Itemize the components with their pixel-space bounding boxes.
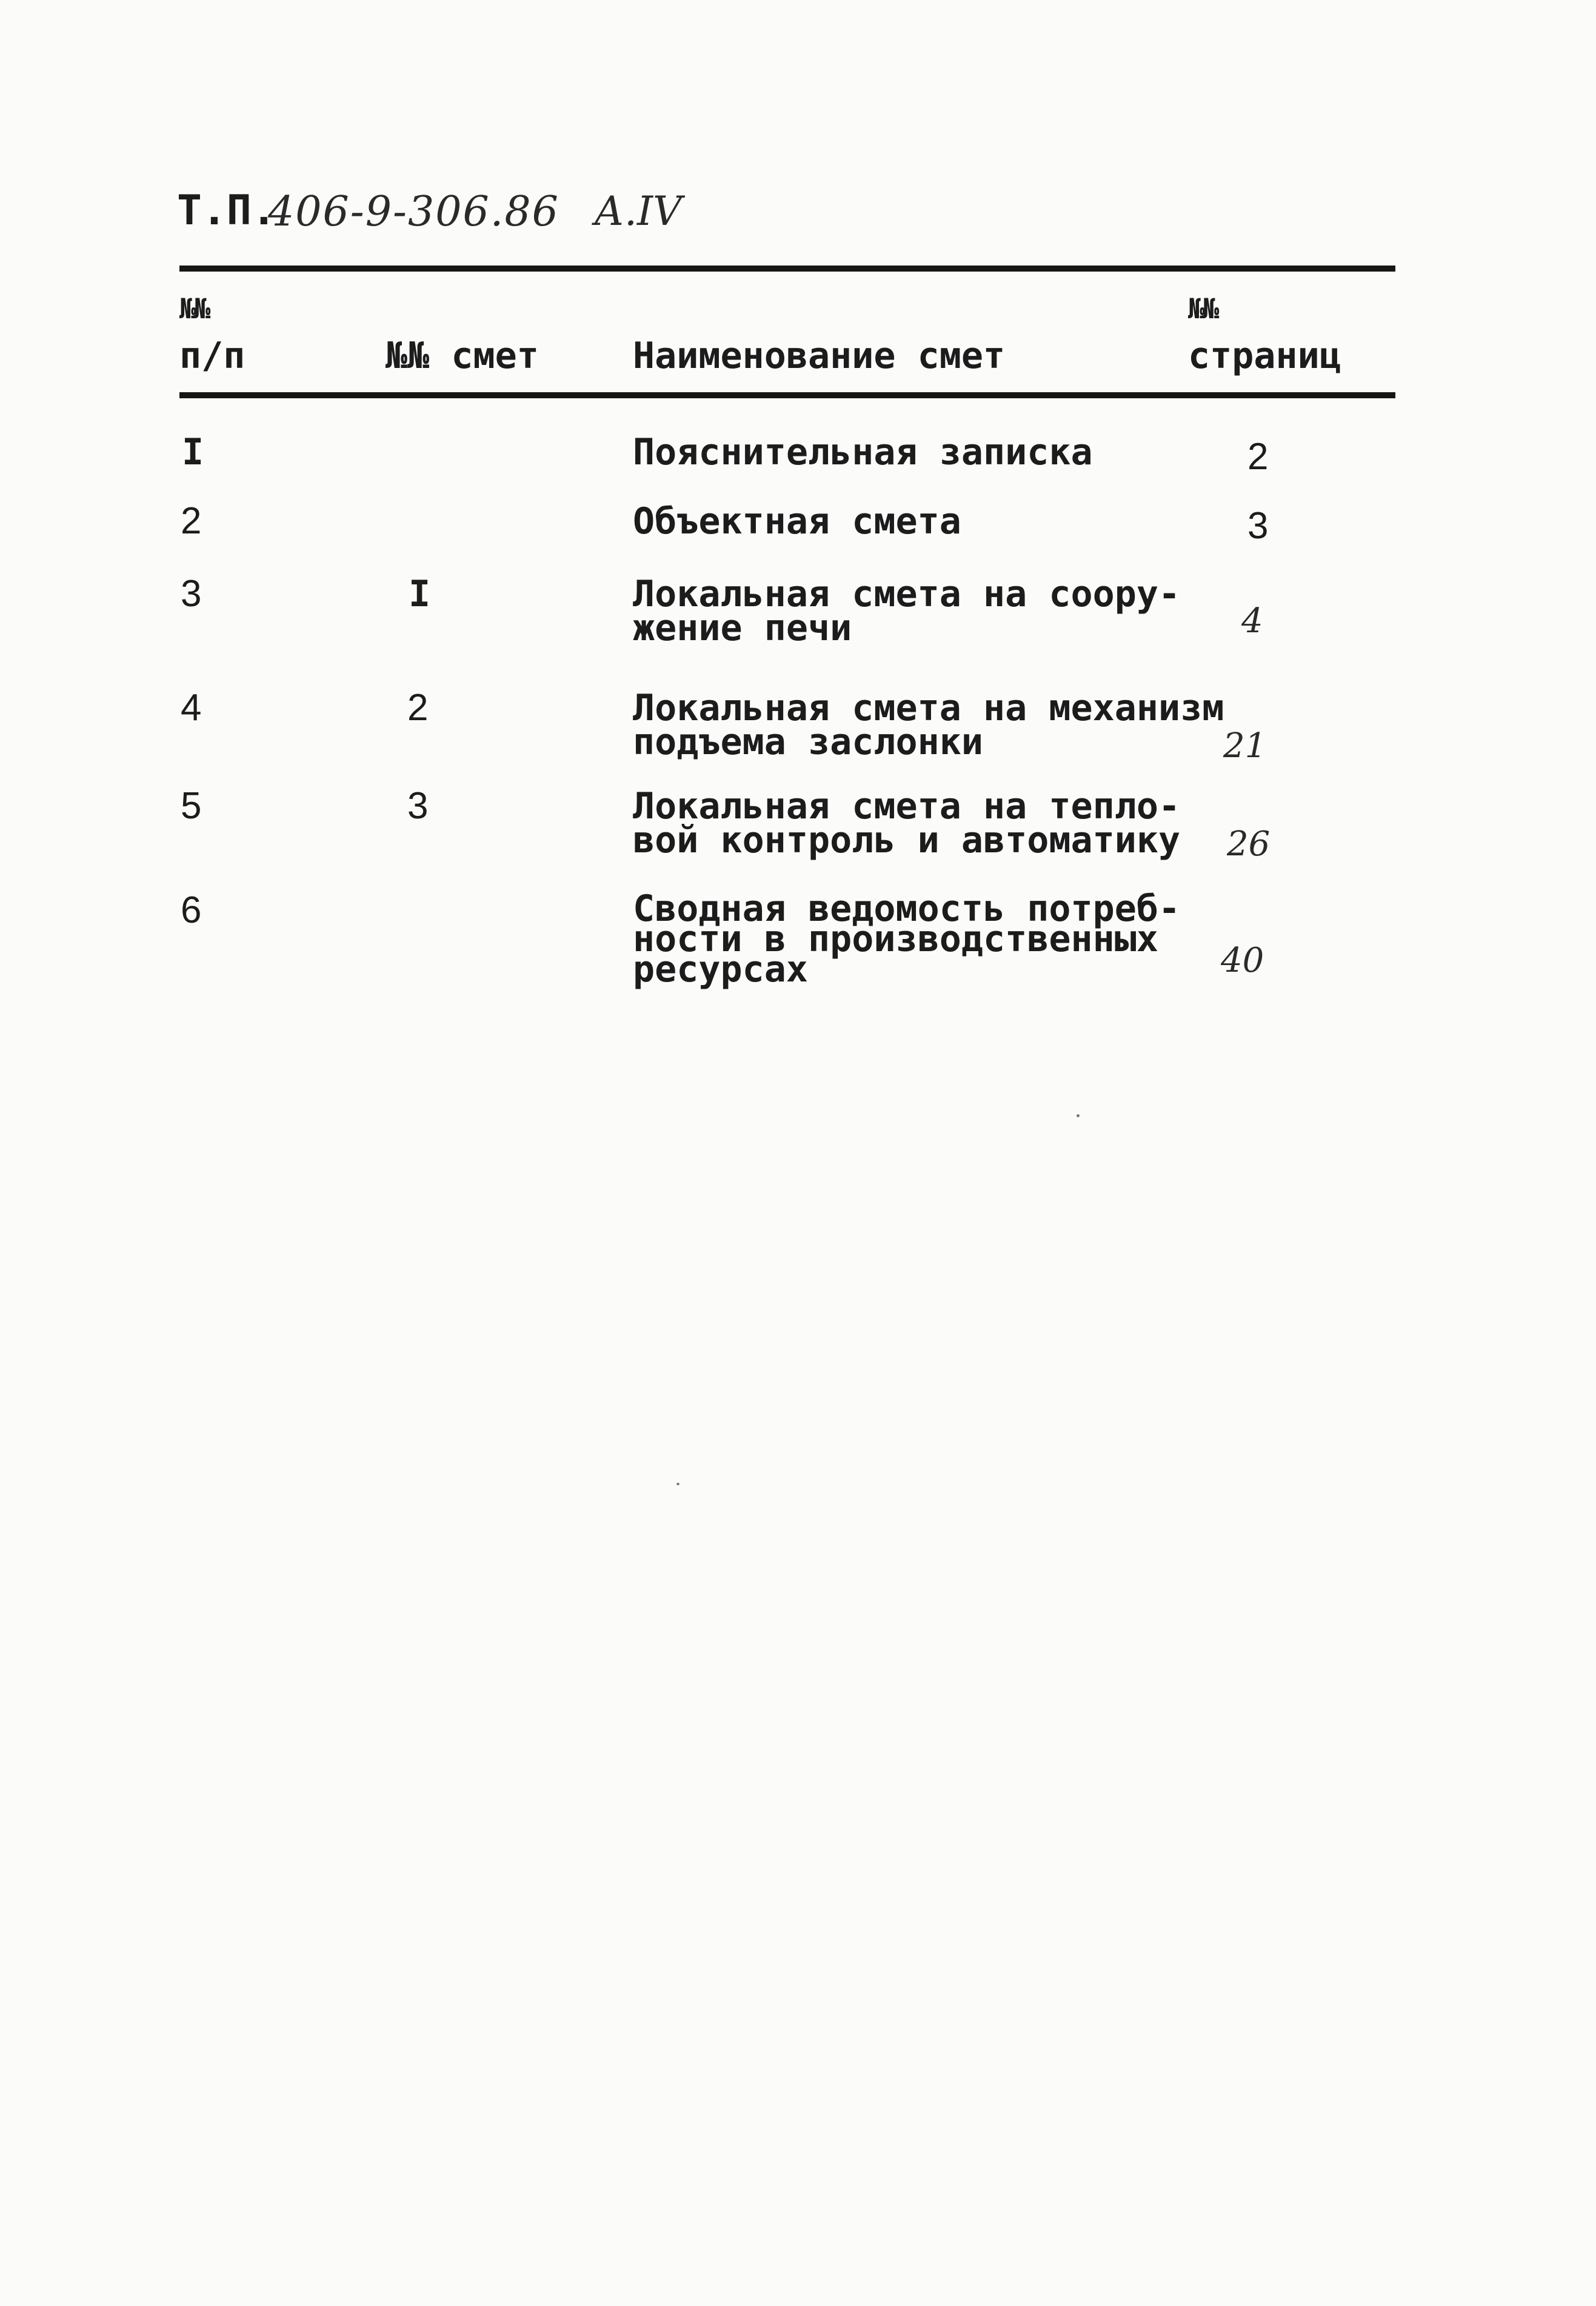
scan-speck <box>1077 1114 1080 1117</box>
row-2-name <box>633 500 961 543</box>
row-2-page: 3 <box>1247 505 1269 547</box>
row-5-num: 5 <box>181 785 202 827</box>
row-3-estimate: I <box>409 573 431 615</box>
row-6-name <box>633 887 1181 991</box>
row-3-name-line: Локальная смета на соору- <box>633 573 1181 615</box>
row-1-name-line: Пояснительная записка <box>633 431 1093 473</box>
row-6-num: 6 <box>181 889 202 931</box>
row-3-num: 3 <box>181 573 202 615</box>
col-num-label: п/п <box>179 335 245 377</box>
row-4-num: 4 <box>181 687 202 729</box>
row-4-name-line: Локальная смета на механизм <box>633 687 1224 729</box>
row-5-name-line: Локальная смета на тепло- <box>633 785 1181 827</box>
row-3-name-line: жение печи <box>633 607 852 649</box>
scan-speck <box>676 1483 679 1485</box>
row-4-estimate: 2 <box>407 687 429 729</box>
table-header-rule <box>179 392 1395 398</box>
row-4-name <box>633 687 1224 763</box>
col-pages-mark: №№ <box>1188 292 1217 325</box>
row-6-name-line: Сводная ведомость потреб- <box>633 887 1181 930</box>
row-2-name-line: Объектная смета <box>633 500 961 543</box>
col-header-num <box>179 285 245 379</box>
row-1-name <box>633 431 1093 473</box>
row-5-page: 26 <box>1227 824 1270 864</box>
album-number: А.IV <box>594 188 682 235</box>
row-3-name <box>633 573 1181 649</box>
row-5-estimate: 3 <box>407 785 429 827</box>
row-6-name-line: ности в производственных <box>633 918 1158 960</box>
row-5-name <box>633 785 1181 861</box>
row-4-name-line: подъема заслонки <box>633 721 983 763</box>
row-1-page: 2 <box>1247 436 1269 478</box>
table-top-rule <box>179 266 1395 272</box>
col-num-mark: №№ <box>179 292 209 325</box>
row-5-name-line: вой контроль и автоматику <box>633 819 1181 861</box>
row-2-num: 2 <box>181 500 202 542</box>
project-number: 406-9-306.86 <box>268 188 559 236</box>
row-3-page: 4 <box>1241 601 1263 641</box>
col-header-name: Наименование смет <box>633 335 1006 377</box>
col-header-pages <box>1188 285 1341 379</box>
row-1-num: I <box>182 431 204 473</box>
row-6-page: 40 <box>1221 941 1264 980</box>
col-pages-label: страниц <box>1188 335 1341 377</box>
col-header-estimate: №№ смет <box>386 335 539 377</box>
doc-prefix: Т.П. <box>177 187 276 235</box>
row-4-page: 21 <box>1223 726 1267 766</box>
row-6-name-line: ресурсах <box>633 948 808 991</box>
